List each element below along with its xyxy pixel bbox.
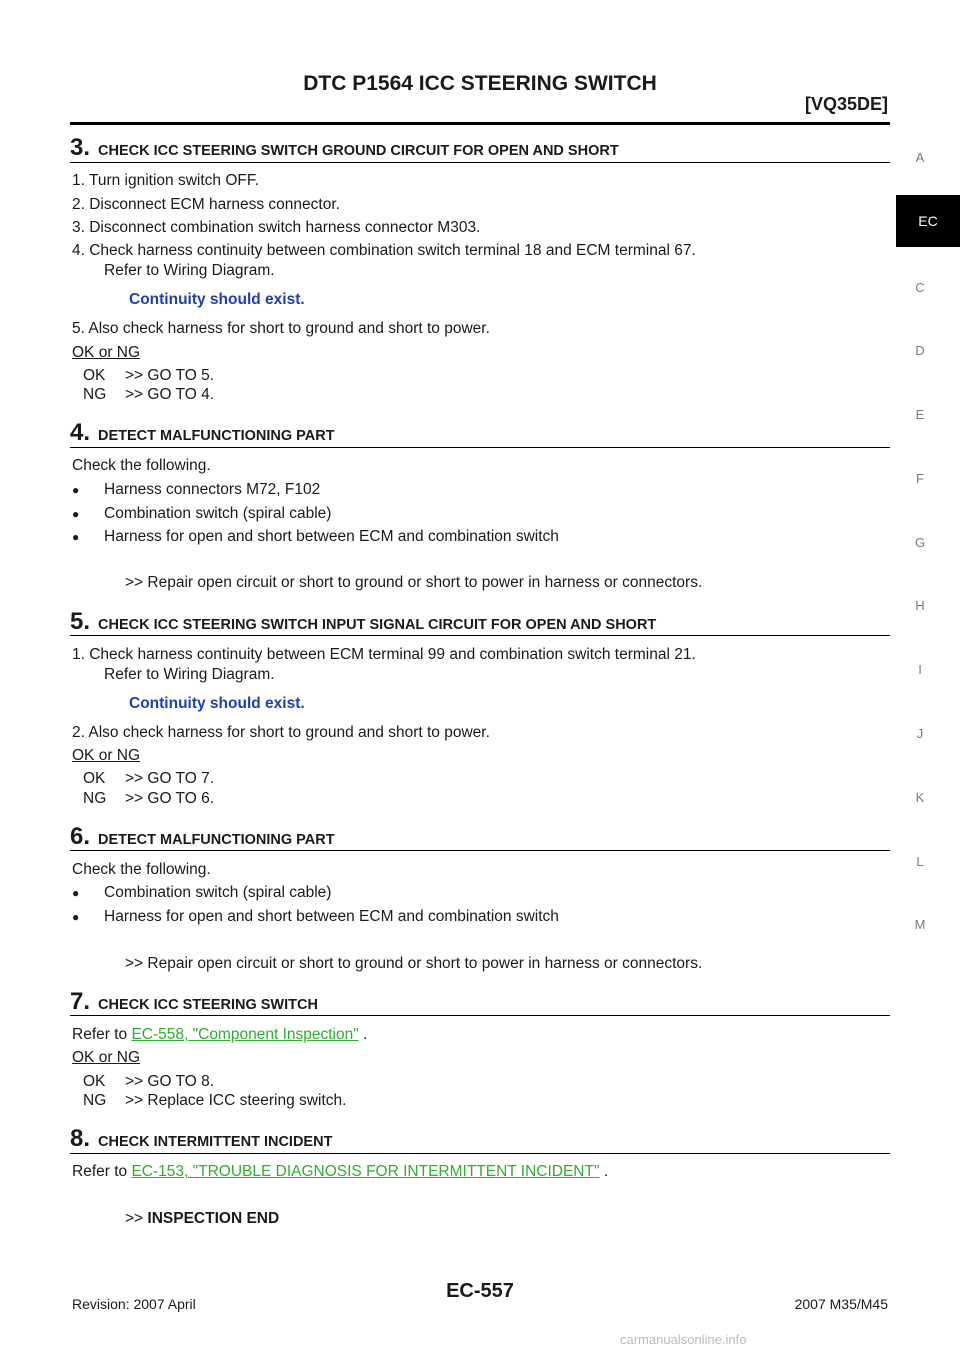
side-nav-letter-j[interactable]: J xyxy=(916,726,924,741)
section-6-title: DETECT MALFUNCTIONING PART xyxy=(98,832,335,848)
section-6-bullet-2: Harness for open and short between ECM and combination switch xyxy=(104,908,559,925)
section-8-refer-prefix: Refer to xyxy=(72,1163,132,1180)
section-8-heading xyxy=(70,1125,890,1153)
section-7-refer-suffix: . xyxy=(358,1026,368,1043)
section-6-intro: Check the following. xyxy=(72,861,211,878)
side-nav-letter-h[interactable]: H xyxy=(915,598,925,613)
section-7-title: CHECK ICC STEERING SWITCH xyxy=(98,997,318,1013)
section-6-heading xyxy=(70,823,890,851)
section-4-intro: Check the following. xyxy=(72,457,211,474)
footer-page-number: EC-557 xyxy=(446,1280,514,1302)
section-7-ng-label: NG xyxy=(83,1092,107,1109)
section-4-title: DETECT MALFUNCTIONING PART xyxy=(98,428,335,444)
bullet-icon: ● xyxy=(72,483,80,497)
footer-model-year: 2007 M35/M45 xyxy=(794,1296,888,1312)
section-7-divider xyxy=(70,1015,890,1016)
section-8-title: CHECK INTERMITTENT INCIDENT xyxy=(98,1134,333,1150)
section-5-step-1: 1. Check harness continuity between ECM terminal 99 and combination switch terminal 21. xyxy=(72,646,696,663)
list-item xyxy=(72,884,79,902)
header-divider xyxy=(70,122,890,125)
section-3-title: CHECK ICC STEERING SWITCH GROUND CIRCUIT FOR OPEN AND SHORT xyxy=(98,143,619,159)
section-7-ok-or-ng: OK or NG xyxy=(72,1049,141,1066)
section-3-ok-or-ng: OK or NG xyxy=(72,344,141,361)
section-4-bullet-3: Harness for open and short between ECM and combination switch xyxy=(104,528,559,545)
section-4-bullet-2: Combination switch (spiral cable) xyxy=(104,505,332,522)
section-4-result: >> Repair open circuit or short to ground or short to power in harness or connectors. xyxy=(125,574,703,591)
section-3-step-2: 2. Disconnect ECM harness connector. xyxy=(72,196,340,213)
section-4-bullet-1: Harness connectors M72, F102 xyxy=(104,481,321,498)
section-3-ok-label: OK xyxy=(83,367,106,384)
section-3-step-1: 1. Turn ignition switch OFF. xyxy=(72,172,259,189)
side-nav-letter-f[interactable]: F xyxy=(916,471,924,486)
section-8-refer-suffix: . xyxy=(599,1163,609,1180)
inspection-end-text: INSPECTION END xyxy=(147,1210,280,1227)
section-7-ok-result: >> GO TO 8. xyxy=(125,1073,215,1090)
section-3-ok-result: >> GO TO 5. xyxy=(125,367,215,384)
section-6-divider xyxy=(70,850,890,851)
section-7-ng-result: >> Replace ICC steering switch. xyxy=(125,1092,347,1109)
section-3-step-4: 4. Check harness continuity between combination switch terminal 18 and ECM terminal 67. xyxy=(72,242,696,259)
section-3-spec: Continuity should exist. xyxy=(129,291,305,308)
side-nav-letter-l[interactable]: L xyxy=(916,854,924,869)
section-5-step-1-refer: Refer to Wiring Diagram. xyxy=(104,666,275,683)
side-nav-letter-d[interactable]: D xyxy=(915,343,925,358)
section-5-ng-label: NG xyxy=(83,790,107,807)
watermark: carmanualsonline.info xyxy=(620,1332,747,1347)
bullet-icon: ● xyxy=(72,886,80,900)
section-7-ok-label: OK xyxy=(83,1073,106,1090)
intermittent-incident-link[interactable]: EC-153, "TROUBLE DIAGNOSIS FOR INTERMITTENT INCIDENT" xyxy=(131,1163,600,1180)
section-3-step-3: 3. Disconnect combination switch harness connector M303. xyxy=(72,219,481,236)
engine-model-tag: [VQ35DE] xyxy=(804,94,888,114)
side-nav-letter-k[interactable]: K xyxy=(915,790,925,805)
section-5-spec: Continuity should exist. xyxy=(129,695,305,712)
section-5-heading xyxy=(70,608,890,636)
section-3-step-4-refer: Refer to Wiring Diagram. xyxy=(104,262,275,279)
section-3-heading xyxy=(70,134,890,162)
section-6-result: >> Repair open circuit or short to ground or short to power in harness or connectors. xyxy=(125,955,703,972)
side-nav-letter-i[interactable]: I xyxy=(918,662,922,677)
section-8-refer xyxy=(72,1163,608,1181)
page-title: DTC P1564 ICC STEERING SWITCH xyxy=(303,72,657,95)
section-3-divider xyxy=(70,162,890,163)
section-7-heading xyxy=(70,988,890,1016)
side-nav-letter-g[interactable]: G xyxy=(914,535,926,550)
section-5-step-2: 2. Also check harness for short to ground and short to power. xyxy=(72,724,490,741)
section-8-end xyxy=(125,1210,279,1228)
section-4-heading xyxy=(70,419,890,447)
list-item xyxy=(72,528,79,546)
section-4-divider xyxy=(70,447,890,448)
list-item xyxy=(72,908,79,926)
section-3-ng-result: >> GO TO 4. xyxy=(125,386,215,403)
section-4-number: 4. xyxy=(70,419,91,446)
bullet-icon: ● xyxy=(72,507,80,521)
section-6-number: 6. xyxy=(70,823,91,850)
section-8-number: 8. xyxy=(70,1125,91,1152)
section-8-end-prefix: >> xyxy=(125,1210,148,1227)
section-5-number: 5. xyxy=(70,608,91,635)
list-item xyxy=(72,481,79,499)
section-5-divider xyxy=(70,635,890,636)
section-3-ng-label: NG xyxy=(83,386,107,403)
section-5-ok-result: >> GO TO 7. xyxy=(125,770,215,787)
list-item xyxy=(72,505,79,523)
section-7-number: 7. xyxy=(70,988,91,1015)
section-6-bullet-1: Combination switch (spiral cable) xyxy=(104,884,332,901)
side-nav-letter-e[interactable]: E xyxy=(915,407,925,422)
section-7-refer xyxy=(72,1026,367,1044)
section-5-title: CHECK ICC STEERING SWITCH INPUT SIGNAL CIRCUIT FOR OPEN AND SHORT xyxy=(98,617,657,633)
component-inspection-link[interactable]: EC-558, "Component Inspection" xyxy=(131,1026,359,1043)
section-3-number: 3. xyxy=(70,134,91,161)
footer-revision: Revision: 2007 April xyxy=(72,1296,196,1312)
section-5-ng-result: >> GO TO 6. xyxy=(125,790,215,807)
section-3-step-5: 5. Also check harness for short to ground and short to power. xyxy=(72,320,490,337)
bullet-icon: ● xyxy=(72,530,80,544)
section-5-ok-label: OK xyxy=(83,770,106,787)
side-nav-letter-c[interactable]: C xyxy=(915,280,925,295)
side-nav-letter-m[interactable]: M xyxy=(914,917,926,932)
section-7-refer-prefix: Refer to xyxy=(72,1026,132,1043)
bullet-icon: ● xyxy=(72,910,80,924)
section-8-divider xyxy=(70,1153,890,1154)
section-5-ok-or-ng: OK or NG xyxy=(72,747,141,764)
side-nav-tab-ec[interactable]: EC xyxy=(896,195,960,247)
side-nav-letter-a[interactable]: A xyxy=(915,150,925,165)
